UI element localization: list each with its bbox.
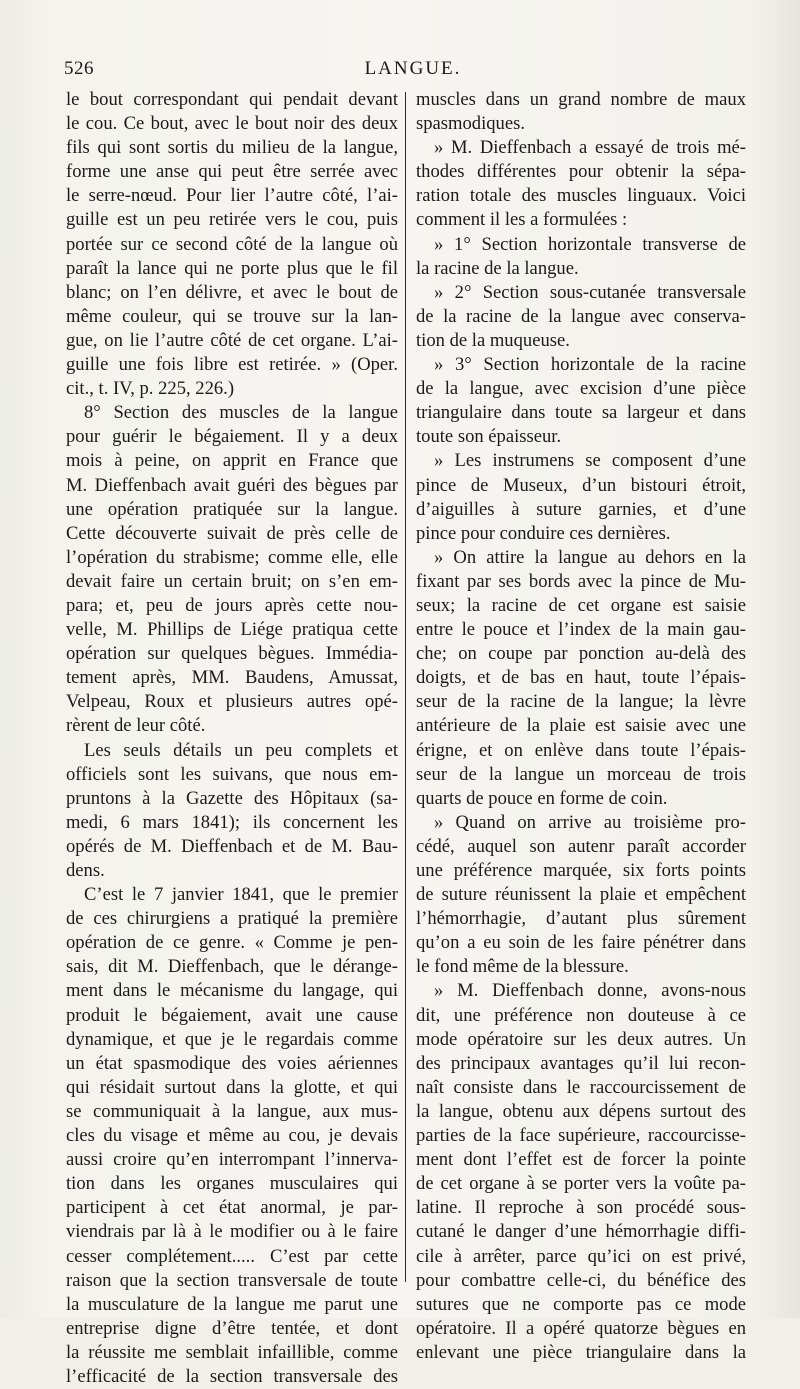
text-line: participent à cet état anormal, je par- xyxy=(66,1197,398,1219)
text-line: latine. Il reproche à son procédé sous- xyxy=(416,1197,746,1219)
text-line: une opération pratiquée sur la langue. xyxy=(66,498,398,520)
text-line: blanc; on l’en délivre, et avec le bout de xyxy=(66,281,398,303)
right-text-column xyxy=(416,88,746,1365)
text-line: entreprise digne d’être tentée, et dont xyxy=(66,1317,398,1339)
text-line: d’aiguilles à suture garnies, et d’une xyxy=(416,498,746,520)
text-line: tion de la muqueuse. xyxy=(416,329,570,351)
text-line: paraît la lance qui ne porte plus que le fil xyxy=(66,257,398,279)
text-line: quarts de pouce en forme de coin. xyxy=(416,787,668,809)
text-line: ment dans le mécanisme du langage, qui xyxy=(66,980,398,1002)
text-line: l’opération du strabisme; comme elle, elle xyxy=(66,546,398,568)
page-number: 526 xyxy=(64,58,94,79)
text-line: cédé, auquel son autenr paraît accorder xyxy=(416,835,746,857)
text-line: de ces chirurgiens a pratiqué la première xyxy=(66,908,398,930)
text-line: mode opératoire sur les deux autres. Un xyxy=(416,1028,746,1050)
text-line: seur de la langue un morceau de trois xyxy=(416,763,746,785)
text-line: même couleur, qui se trouve sur la lan- xyxy=(66,305,398,327)
text-line: » M. Dieffenbach a essayé de trois mé- xyxy=(434,137,746,159)
text-line: Cette découverte suivait de près celle de xyxy=(66,522,398,544)
text-line: qui résidait surtout dans la glotte, et qui xyxy=(66,1076,398,1098)
text-line: ration totale des muscles linguaux. Voici xyxy=(416,185,746,207)
text-line: tement après, MM. Baudens, Amussat, xyxy=(66,667,398,689)
text-line: mois à peine, on apprit en France que xyxy=(66,450,398,472)
text-line: cit., t. IV, p. 225, 226.) xyxy=(66,378,235,400)
text-line: pour combattre celle-ci, du bénéfice des xyxy=(416,1269,746,1291)
text-line: le serre-nœud. Pour lier l’autre côté, l’ai- xyxy=(66,185,398,207)
text-line: che; on coupe par ponction au-delà des xyxy=(416,643,746,665)
text-line: de suture réunissent la plaie et empêchent xyxy=(416,884,746,906)
text-line: gue, on lie l’autre côté de cet organe. L’ai- xyxy=(66,329,398,351)
text-line: guille une fois libre est retirée. » (Oper. xyxy=(66,354,398,376)
text-line: fixant par ses bords avec la pince de Mu- xyxy=(416,570,746,592)
text-line: opérés de M. Dieffenbach et de M. Bau- xyxy=(66,835,398,857)
text-line: cutané le danger d’une hémorrhagie diffi- xyxy=(416,1221,746,1243)
text-line: » On attire la langue au dehors en la xyxy=(434,546,746,568)
text-line: antérieure de la plaie est saisie avec une xyxy=(416,715,746,737)
text-line: la réussite me semblait infaillible, comme xyxy=(66,1341,398,1363)
text-line: » 3° Section horizontale de la racine xyxy=(434,354,746,376)
text-line: le cou. Ce bout, avec le bout noir des deux xyxy=(66,113,398,135)
text-line: » 1° Section horizontale transverse de xyxy=(434,233,746,255)
text-line: opération de ce genre. « Comme je pen- xyxy=(66,932,398,954)
text-line: pince pour conduire ces dernières. xyxy=(416,522,671,544)
text-line: thodes différentes pour obtenir la sépa- xyxy=(416,161,746,183)
text-line: pince de Museux, d’un bistouri étroit, xyxy=(416,474,746,496)
left-text-column xyxy=(66,88,398,1389)
text-line: le fond même de la blessure. xyxy=(416,956,629,978)
text-line: tion dans les organes musculaires qui xyxy=(66,1173,398,1195)
text-line: spasmodiques. xyxy=(416,113,525,135)
text-line: la racine de la langue. xyxy=(416,257,579,279)
text-line: para; et, peu de jours après cette nou- xyxy=(66,594,398,616)
text-line: toute son épaisseur. xyxy=(416,426,562,448)
text-line: cile à arrêter, parce qu’ici on est privé, xyxy=(416,1245,746,1267)
text-line: se communiquait à la langue, aux mus- xyxy=(66,1100,398,1122)
text-line: guille est un peu retirée vers le cou, puis xyxy=(66,209,398,231)
text-line: de cet organe à se porter vers la voûte pa- xyxy=(416,1173,746,1195)
text-line: pour guérir le bégaiement. Il y a deux xyxy=(66,426,398,448)
text-line: M. Dieffenbach avait guéri des bègues par xyxy=(66,474,398,496)
running-title: LANGUE. xyxy=(364,58,462,79)
text-line: dynamique, et que je le regardais comme xyxy=(66,1028,398,1050)
text-line: le bout correspondant qui pendait devant xyxy=(66,89,398,110)
text-line: muscles dans un grand nombre de maux xyxy=(416,89,746,110)
text-line: Velpeau, Roux et plusieurs autres opé- xyxy=(66,691,398,713)
text-line: fils qui sont sortis du milieu de la langue, xyxy=(66,137,398,159)
text-line: Les seuls détails un peu complets et xyxy=(84,739,398,761)
text-line: de la racine de la langue avec conserva- xyxy=(416,305,746,327)
text-line: opération sur quelques bègues. Immédia- xyxy=(66,643,398,665)
text-line: un état spasmodique des voies aériennes xyxy=(66,1052,398,1074)
text-line: parties de la face supérieure, raccourcisse- xyxy=(416,1125,746,1147)
text-line: officiels sont les suivans, que nous em- xyxy=(66,763,398,785)
text-line: rèrent de leur côté. xyxy=(66,715,206,737)
text-line: érigne, et on enlève dans toute l’épais- xyxy=(416,739,746,761)
text-line: des principaux avantages qu’il lui recon- xyxy=(416,1052,746,1074)
text-line: viendrais par là à le modifier ou à le faire xyxy=(66,1221,398,1243)
text-line: aussi croire qu’en interrompant l’innerva- xyxy=(66,1149,398,1171)
text-line: velle, M. Phillips de Liége pratiqua cette xyxy=(66,619,398,641)
text-line: naît consiste dans le raccourcissement de xyxy=(416,1076,746,1098)
text-line: cesser complétement..... C’est par cette xyxy=(66,1245,398,1267)
text-line: medi, 6 mars 1841); ils concernent les xyxy=(66,811,398,833)
text-line: » M. Dieffenbach donne, avons-nous xyxy=(434,980,746,1002)
text-line: » Quand on arrive au troisième pro- xyxy=(434,811,746,833)
text-line: la langue, obtenu aux dépens surtout des xyxy=(416,1100,746,1122)
text-line: sais, dit M. Dieffenbach, que le dérange- xyxy=(66,956,398,978)
text-line: portée sur ce second côté de la langue où xyxy=(66,233,398,255)
text-line: raison que la section transversale de toute xyxy=(66,1269,398,1291)
text-line: enlevant une pièce triangulaire dans la xyxy=(416,1341,746,1363)
text-line: seur de la racine de la langue; la lèvre xyxy=(416,691,746,713)
text-line: triangulaire dans toute sa largeur et dans xyxy=(416,402,746,424)
column-divider xyxy=(405,92,406,1282)
text-line: la musculature de la langue me parut une xyxy=(66,1293,398,1315)
text-line: dit, une préférence non douteuse à ce xyxy=(416,1004,746,1026)
text-line: entre le pouce et l’index de la main gau- xyxy=(416,619,746,641)
text-line: produit le bégaiement, avait une cause xyxy=(66,1004,398,1026)
text-line: doigts, et de bas en haut, toute l’épais- xyxy=(416,667,746,689)
text-line: sutures que ne comporte pas ce mode xyxy=(416,1293,746,1315)
text-line: ment dont l’effet est de forcer la pointe xyxy=(416,1149,746,1171)
text-line: l’hémorrhagie, d’autant plus sûrement xyxy=(416,908,746,930)
text-line: une préférence marquée, six forts points xyxy=(416,860,746,881)
text-line: 8° Section des muscles de la langue xyxy=(84,402,398,424)
text-line: opératoire. Il a opéré quatorze bègues en xyxy=(416,1317,746,1339)
text-line: l’efficacité de la section transversale des xyxy=(66,1365,398,1387)
page-header xyxy=(64,58,762,88)
text-line: forme une anse qui peut être serrée avec xyxy=(66,161,398,183)
text-line: C’est le 7 janvier 1841, que le premier xyxy=(84,884,398,906)
text-line: qu’on a eu soin de les faire pénétrer dans xyxy=(416,932,746,954)
text-line: » Les instrumens se composent d’une xyxy=(434,450,746,472)
text-line: dens. xyxy=(66,860,105,881)
text-line: seux; la racine de cet organe est saisie xyxy=(416,594,746,616)
text-line: comment il les a formulées : xyxy=(416,209,628,231)
text-line: pruntons à la Gazette des Hôpitaux (sa- xyxy=(66,787,398,809)
text-line: cles du visage et même au cou, je devais xyxy=(66,1125,398,1147)
text-line: de la langue, avec excision d’une pièce xyxy=(416,378,746,400)
text-line: devait faire un certain bruit; on s’en em- xyxy=(66,570,398,592)
text-line: » 2° Section sous-cutanée transversale xyxy=(434,281,746,303)
